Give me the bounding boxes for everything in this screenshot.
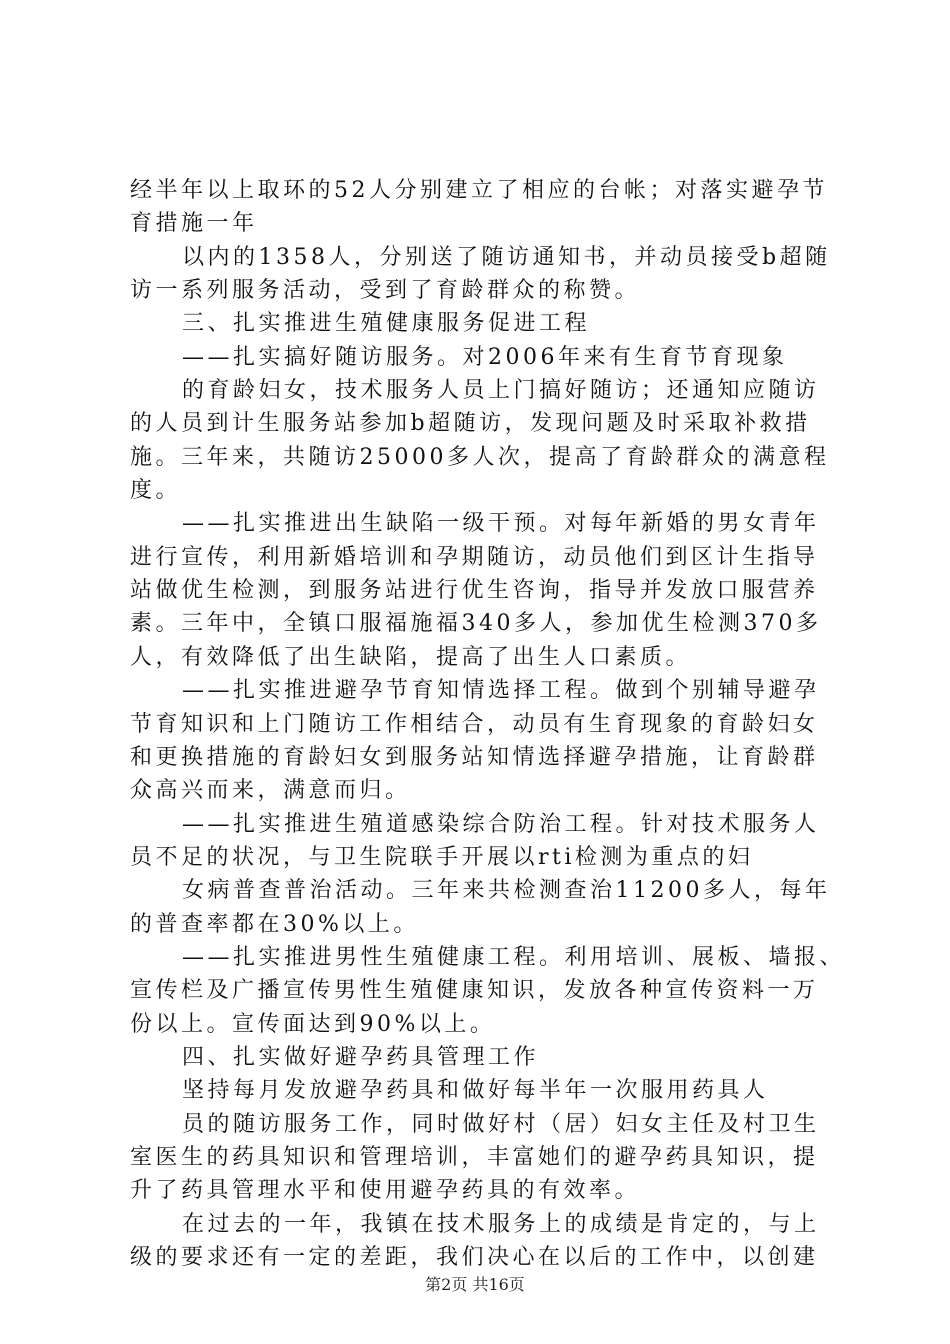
page-number-footer: 第2页 共16页: [425, 1275, 525, 1294]
text-line: 的人员到计生服务站参加b超随访，发现问题及时采取补救措: [130, 411, 811, 437]
text-line: 育措施一年: [130, 211, 258, 237]
text-line: ——扎实推进男性生殖健康工程。利用培训、展板、墙报、: [182, 944, 846, 970]
text-line: 在过去的一年，我镇在技术服务上的成绩是肯定的，与上: [182, 1211, 820, 1237]
text-line: 度。: [130, 478, 182, 504]
text-line: 份以上。宣传面达到90%以上。: [130, 1011, 496, 1037]
text-line: 素。三年中，全镇口服福施福340多人，参加优生检测370多: [130, 611, 822, 637]
text-line: 众高兴而来，满意而归。: [130, 778, 411, 804]
text-line: 施。三年来，共随访25000多人次，提高了育龄群众的满意程: [130, 444, 830, 470]
text-line: 升了药具管理水平和使用避孕药具的有效率。: [130, 1178, 641, 1204]
text-line: 进行宣传，利用新婚培训和孕期随访，动员他们到区计生指导: [130, 544, 819, 570]
text-line: 级的要求还有一定的差距，我们决心在以后的工作中，以创建: [130, 1245, 819, 1270]
text-line: 站做优生检测，到服务站进行优生咨询，指导并发放口服营养: [130, 578, 819, 604]
text-line: 坚持每月发放避孕药具和做好每半年一次服用药具人: [182, 1078, 769, 1104]
text-line: 的育龄妇女，技术服务人员上门搞好随访；还通知应随访: [182, 378, 820, 404]
text-line: 和更换措施的育龄妇女到服务站知情选择避孕措施，让育龄群: [130, 744, 819, 770]
text-line: 人，有效降低了出生缺陷，提高了出生人口素质。: [130, 644, 692, 670]
text-line: 员不足的状况，与卫生院联手开展以rti检测为重点的妇: [130, 844, 754, 870]
text-line: 女病普查普治活动。三年来共检测查治11200多人，每年: [182, 878, 831, 904]
text-line: ——扎实推进出生缺陷一级干预。对每年新婚的男女青年: [182, 511, 820, 537]
text-line: 宣传栏及广播宣传男性生殖健康知识，发放各种宣传资料一万: [130, 978, 819, 1004]
text-line: ——扎实搞好随访服务。对2006年来有生育节育现象: [182, 344, 788, 370]
text-line: 以内的1358人，分别送了随访通知书，并动员接受b超随: [182, 244, 831, 270]
section-heading: 三、扎实推进生殖健康服务促进工程: [182, 311, 591, 337]
body-text: [130, 174, 850, 1274]
section-heading: 四、扎实做好避孕药具管理工作: [182, 1044, 540, 1070]
text-line: 室医生的药具知识和管理培训，丰富她们的避孕药具知识，提: [130, 1144, 819, 1170]
text-line: 访一系列服务活动，受到了育龄群众的称赞。: [130, 278, 641, 304]
text-line: 经半年以上取环的52人分别建立了相应的台帐；对落实避孕节: [130, 178, 828, 203]
text-line: ——扎实推进生殖道感染综合防治工程。针对技术服务人: [182, 811, 820, 837]
text-line: ——扎实推进避孕节育知情选择工程。做到个别辅导避孕: [182, 678, 820, 704]
text-line: 的普查率都在30%以上。: [130, 911, 419, 937]
text-line: 员的随访服务工作，同时做好村（居）妇女主任及村卫生: [182, 1111, 820, 1137]
text-line: 节育知识和上门随访工作相结合，动员有生育现象的育龄妇女: [130, 711, 819, 737]
